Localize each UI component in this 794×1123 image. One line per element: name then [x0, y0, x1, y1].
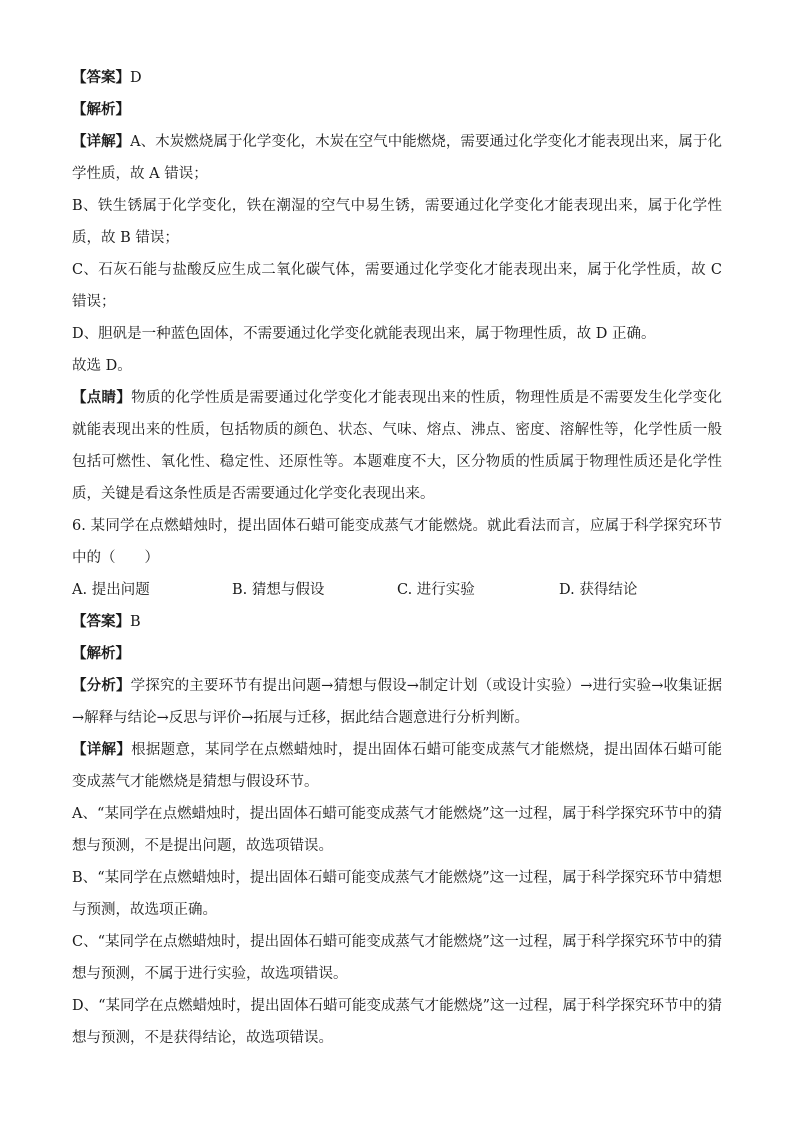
analyze-text: 学探究的主要环节有提出问题→猜想与假设→制定计划（或设计实验）→进行实验→收集证据→解释与结论→反思与评价→拓展与迁移，据此结合题意进行分析判断。	[72, 678, 722, 726]
answer-value: B	[130, 614, 141, 630]
analyze-tag: 【分析】	[72, 677, 131, 694]
q5-detail-b: B、铁生锈属于化学变化，铁在潮湿的空气中易生锈，需要通过化学变化才能表现出来，属于化学性质，故 B 错误；	[72, 198, 722, 246]
option-a: A. 提出问题	[72, 582, 150, 598]
tip-text: 物质的化学性质是需要通过化学变化才能表现出来的性质，物理性质是不需要发生化学变化就能表现出来的性质，包括物质的颜色、状态、气味、熔点、沸点、密度、溶解性等，化学性质一般包括可燃性、氧化性、稳定性、还原性等。本题难度不大，区分物质的性质属于物理性质还是化学性质，关键是看这条性质是否需要通过化学变化表现出来。	[72, 390, 723, 502]
option-b: B. 猜想与假设	[232, 582, 325, 598]
q6-detail-a: A、“某同学在点燃蜡烛时，提出固体石蜡可能变成蒸气才能燃烧”这一过程，属于科学探究环节中的猜想与预测，不是提出问题，故选项错误。	[72, 806, 722, 854]
q6-stem: 6. 某同学在点燃蜡烛时，提出固体石蜡可能变成蒸气才能燃烧。就此看法而言，应属于科学探究环节中的（ ）	[72, 518, 722, 566]
q6-options	[72, 574, 722, 606]
answer-tag: 【答案】	[72, 613, 130, 630]
detail-tag: 【详解】	[72, 133, 131, 150]
q6-analyze	[72, 670, 722, 734]
q6-detail-d: D、“某同学在点燃蜡烛时，提出固体石蜡可能变成蒸气才能燃烧”这一过程，属于科学探究环节中的猜想与预测，不是获得结论，故选项错误。	[72, 998, 722, 1046]
tip-tag: 【点睛】	[72, 389, 132, 406]
q6-detail-intro	[72, 734, 722, 798]
detail-tag: 【详解】	[72, 741, 132, 758]
q5-detail-d: D、胆矾是一种蓝色固体，不需要通过化学变化就能表现出来，属于物理性质，故 D 正确。	[72, 326, 656, 342]
q5-answer	[72, 62, 722, 94]
q6-analysis-heading	[72, 638, 722, 670]
q6-detail-c: C、“某同学在点燃蜡烛时，提出固体石蜡可能变成蒸气才能燃烧”这一过程，属于科学探究环节中的猜想与预测，不属于进行实验，故选项错误。	[72, 934, 722, 982]
q5-analysis-heading	[72, 94, 722, 126]
q5-detail-a	[72, 126, 722, 190]
q5-conclusion: 故选 D。	[72, 358, 132, 374]
detail-text: A、木炭燃烧属于化学变化，木炭在空气中能燃烧，需要通过化学变化才能表现出来，属于化学性质，故 A 错误；	[72, 134, 723, 182]
q5-detail-c: C、石灰石能与盐酸反应生成二氧化碳气体，需要通过化学变化才能表现出来，属于化学性质，故 C 错误；	[72, 262, 722, 310]
analysis-tag: 【解析】	[72, 645, 130, 662]
document-page	[72, 62, 722, 1054]
option-c: C. 进行实验	[397, 582, 475, 598]
option-d: D. 获得结论	[559, 582, 638, 598]
q6-answer	[72, 606, 722, 638]
q5-tip	[72, 382, 722, 510]
answer-value: D	[130, 70, 142, 86]
answer-tag: 【答案】	[72, 69, 130, 86]
q6-detail-b: B、“某同学在点燃蜡烛时，提出固体石蜡可能变成蒸气才能燃烧”这一过程，属于科学探究环节中猜想与预测，故选项正确。	[72, 870, 722, 918]
analysis-tag: 【解析】	[72, 101, 130, 118]
detail-intro-text: 根据题意，某同学在点燃蜡烛时，提出固体石蜡可能变成蒸气才能燃烧，提出固体石蜡可能变成蒸气才能燃烧是猜想与假设环节。	[72, 742, 723, 790]
